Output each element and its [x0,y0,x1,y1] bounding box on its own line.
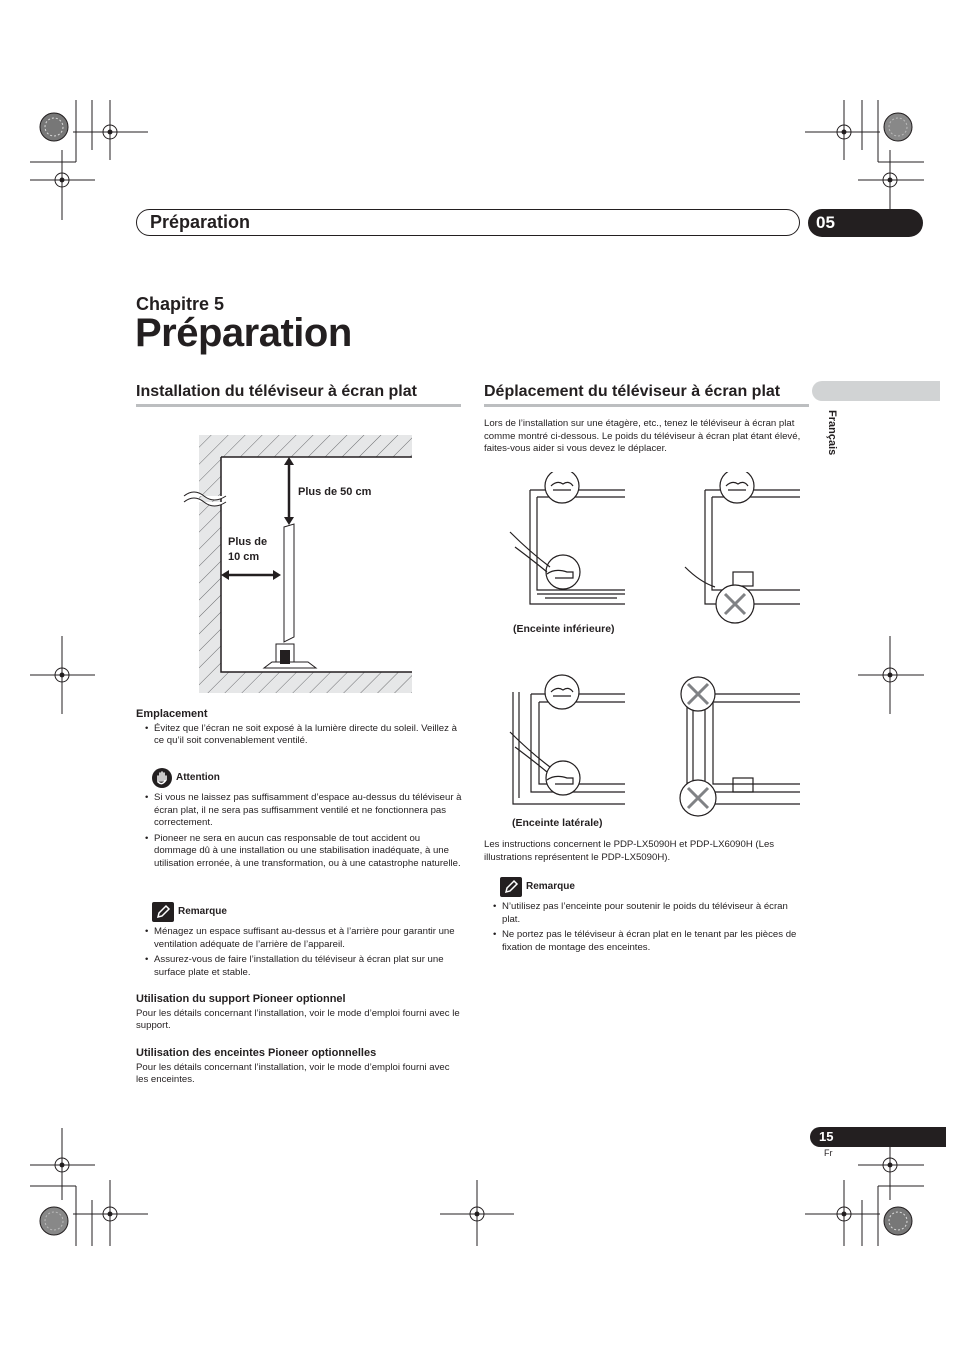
remarque-item: • Ne portez pas le téléviseur à écran plat en le tenant par les pièces de fixation de montage des enceintes. [484,929,806,954]
left-heading-rule [136,404,461,407]
speakers-text: Pour les détails concernant l’installation, voir le mode d’emploi fourni avec les enceintes. [136,1061,450,1086]
wall-hatch-top [199,435,412,457]
remarque-section-right [484,877,806,957]
page-language: Fr [824,1148,833,1158]
support-section [136,993,462,1033]
wall-clearance-diagram [180,432,415,696]
speakers-section [136,1047,462,1087]
attention-title: Attention [176,771,220,783]
remarque-section-left [136,902,462,982]
top-clearance-label: Plus de 50 cm [298,486,372,498]
chapter-label: Chapitre 5 [136,294,225,314]
support-title: Utilisation du support Pioneer optionnel [136,993,346,1005]
carrying-illustrations [505,472,805,822]
side-clearance-label-2: 10 cm [228,551,260,563]
note-pencil-icon [500,877,522,897]
illustration-lower-incorrect [685,472,800,623]
illustration-lower-correct [510,472,625,604]
attention-item: • Si vous ne laissez pas suffisamment d’espace au-dessus du téléviseur à écran plat, il ne sera pas suffisamment ventilé et ne fonctionnera pas correctement. [136,792,462,830]
right-heading-rule [484,404,809,407]
chapter-title: Préparation [135,311,352,355]
caption-lower-speaker: (Enceinte inférieure) [513,623,615,635]
support-text: Pour les détails concernant l’installation, voir le mode d’emploi fourni avec le support. [136,1007,460,1032]
remarque-item: • Assurez-vous de faire l’installation du téléviseur à écran plat sur une surface plate et stable. [136,954,462,979]
side-clearance-label-1: Plus de [228,536,268,548]
attention-item: • Pioneer ne sera en aucun cas responsable de tout accident ou dommage dû à une installation ou une stabilisation inadéquate, à une utilisation erronée, à une transformation, ou à une catastrophe naturelle. [136,833,462,871]
models-note: Les instructions concernent le PDP-LX5090H et PDP-LX6090H (Les illustrations représentent le PDP-LX5090H). [484,839,775,863]
chapter-number-badge: 05 [808,209,923,237]
remarque-title-right: Remarque [526,880,575,892]
section-title: Préparation [150,212,251,232]
emplacement-title: Emplacement [136,708,208,720]
page-number: 15 [810,1127,946,1147]
note-pencil-icon [152,902,174,922]
emplacement-item: • Évitez que l’écran ne soit exposé à la lumière directe du soleil. Veillez à ce qu’il soit convenablement ventilé. [136,723,462,748]
illustration-side-incorrect [680,677,800,816]
left-heading: Installation du téléviseur à écran plat [136,383,417,400]
wall-hatch-left [199,435,221,693]
illustration-side-correct [510,675,625,804]
moving-intro: Lors de l’installation sur une étagère, etc., tenez le téléviseur à écran plat comme montré ci-dessous. Le poids du téléviseur à écran plat étant élevé, faites-vous aider si vous devez le déplacer. [484,418,801,455]
remarque-item: • Ménagez un espace suffisant au-dessus et à l’arrière pour garantir une ventilation adéquate de l’arrière de l’appareil. [136,926,462,951]
emplacement-section [136,708,462,751]
hand-warning-icon [152,768,172,788]
attention-section [136,768,462,874]
remarque-title-left: Remarque [178,905,227,917]
language-label: Français [826,410,838,456]
floor-hatch [199,672,412,693]
language-tab [812,381,940,401]
right-heading: Déplacement du téléviseur à écran plat [484,383,781,400]
speakers-title: Utilisation des enceintes Pioneer optionnelles [136,1047,377,1059]
tv-panel-shape [284,524,294,642]
remarque-item: • N’utilisez pas l’enceinte pour soutenir le poids du téléviseur à écran plat. [484,901,806,926]
caption-side-speaker: (Enceinte latérale) [512,817,603,829]
